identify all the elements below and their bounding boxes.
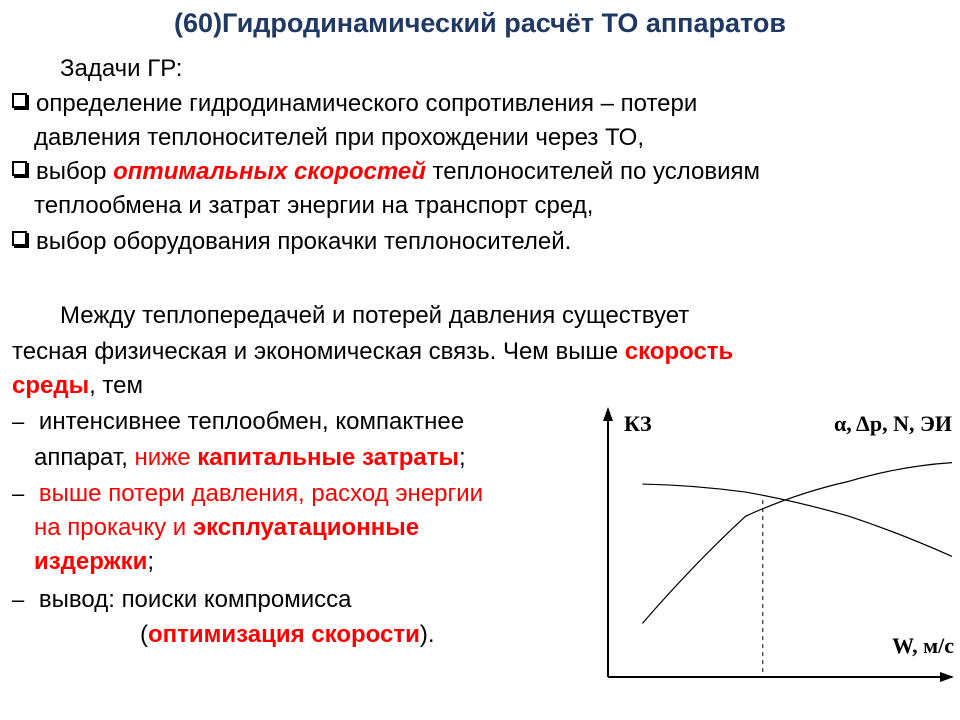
bullet-1-red-text: ниже <box>134 444 198 471</box>
task-1-line-2: давления теплоносителей при прохождении через ТО, <box>34 124 645 151</box>
task-1-line-1: определение гидродинамического сопротивления – потери <box>36 90 698 117</box>
task-3-text: выбор оборудования прокачки теплоносителей. <box>36 228 572 255</box>
checkbox-icon <box>12 161 27 176</box>
bullet-3-line-1 <box>12 585 351 615</box>
paragraph-line-2 <box>12 337 733 367</box>
dash-bullet: – <box>12 481 25 506</box>
y-label-right: α, Δp, N, ЭИ <box>833 411 952 436</box>
paragraph-text: тесная физическая и экономическая связь. Чем выше <box>12 338 625 365</box>
y-label-left: КЗ <box>624 411 652 436</box>
task-item-2 <box>12 157 760 187</box>
bullet-1-end: ; <box>458 444 466 471</box>
bullet-3-line-2 <box>140 620 435 650</box>
bullet-1-line-2 <box>34 443 466 473</box>
bullet-2-line-3 <box>34 547 154 577</box>
page-title: (60)Гидродинамический расчёт ТО аппаратов <box>174 8 786 38</box>
paragraph-line-1: Между теплопередачей и потерей давления существует <box>60 302 690 329</box>
x-axis-label: W, м/с <box>892 633 954 658</box>
bullet-1-line-1 <box>12 407 464 437</box>
paren-open: ( <box>140 621 148 648</box>
bullet-2-line-2 <box>34 513 419 543</box>
expenses-emphasis: издержки <box>34 548 148 575</box>
paragraph-text-end: , тем <box>89 372 143 399</box>
bullet-2-text: выше потери давления, расход энергии <box>38 480 484 507</box>
tasks-heading: Задачи ГР: <box>60 55 183 82</box>
bullet-1-text-2: аппарат, <box>34 444 135 471</box>
optimization-chart <box>590 395 960 695</box>
bullet-2-line-1 <box>12 479 483 509</box>
task-2-text-end: теплоносителей по условиям <box>425 158 760 185</box>
series-line-decreasing <box>642 484 952 556</box>
dash-bullet: – <box>12 587 25 612</box>
bullet-3-text: вывод: поиски компромисса <box>38 586 352 613</box>
bullet-2-red-text: на прокачку и <box>34 514 193 541</box>
checkbox-icon <box>12 231 27 246</box>
paren-close: ). <box>419 621 435 648</box>
operational-costs-emphasis: эксплуатационные <box>192 514 420 541</box>
velocity-optimization-emphasis: оптимизация скорости <box>148 621 420 648</box>
medium-emphasis: среды <box>12 372 90 399</box>
task-item-3 <box>12 227 571 257</box>
paragraph-line-3 <box>12 371 143 401</box>
capital-costs-emphasis: капитальные затраты <box>197 444 459 471</box>
dash-bullet: – <box>12 409 25 434</box>
velocity-emphasis: скорость <box>624 338 734 365</box>
task-2-line-2: теплообмена и затрат энергии на транспорт сред, <box>34 192 594 219</box>
task-item-1 <box>12 89 697 119</box>
checkbox-icon <box>12 93 27 108</box>
bullet-1-text: интенсивнее теплообмен, компактнее <box>38 408 465 435</box>
bullet-2-end: ; <box>147 548 155 575</box>
task-2-text: выбор <box>36 158 114 185</box>
optimal-velocities-emphasis: оптимальных скоростей <box>113 158 426 185</box>
